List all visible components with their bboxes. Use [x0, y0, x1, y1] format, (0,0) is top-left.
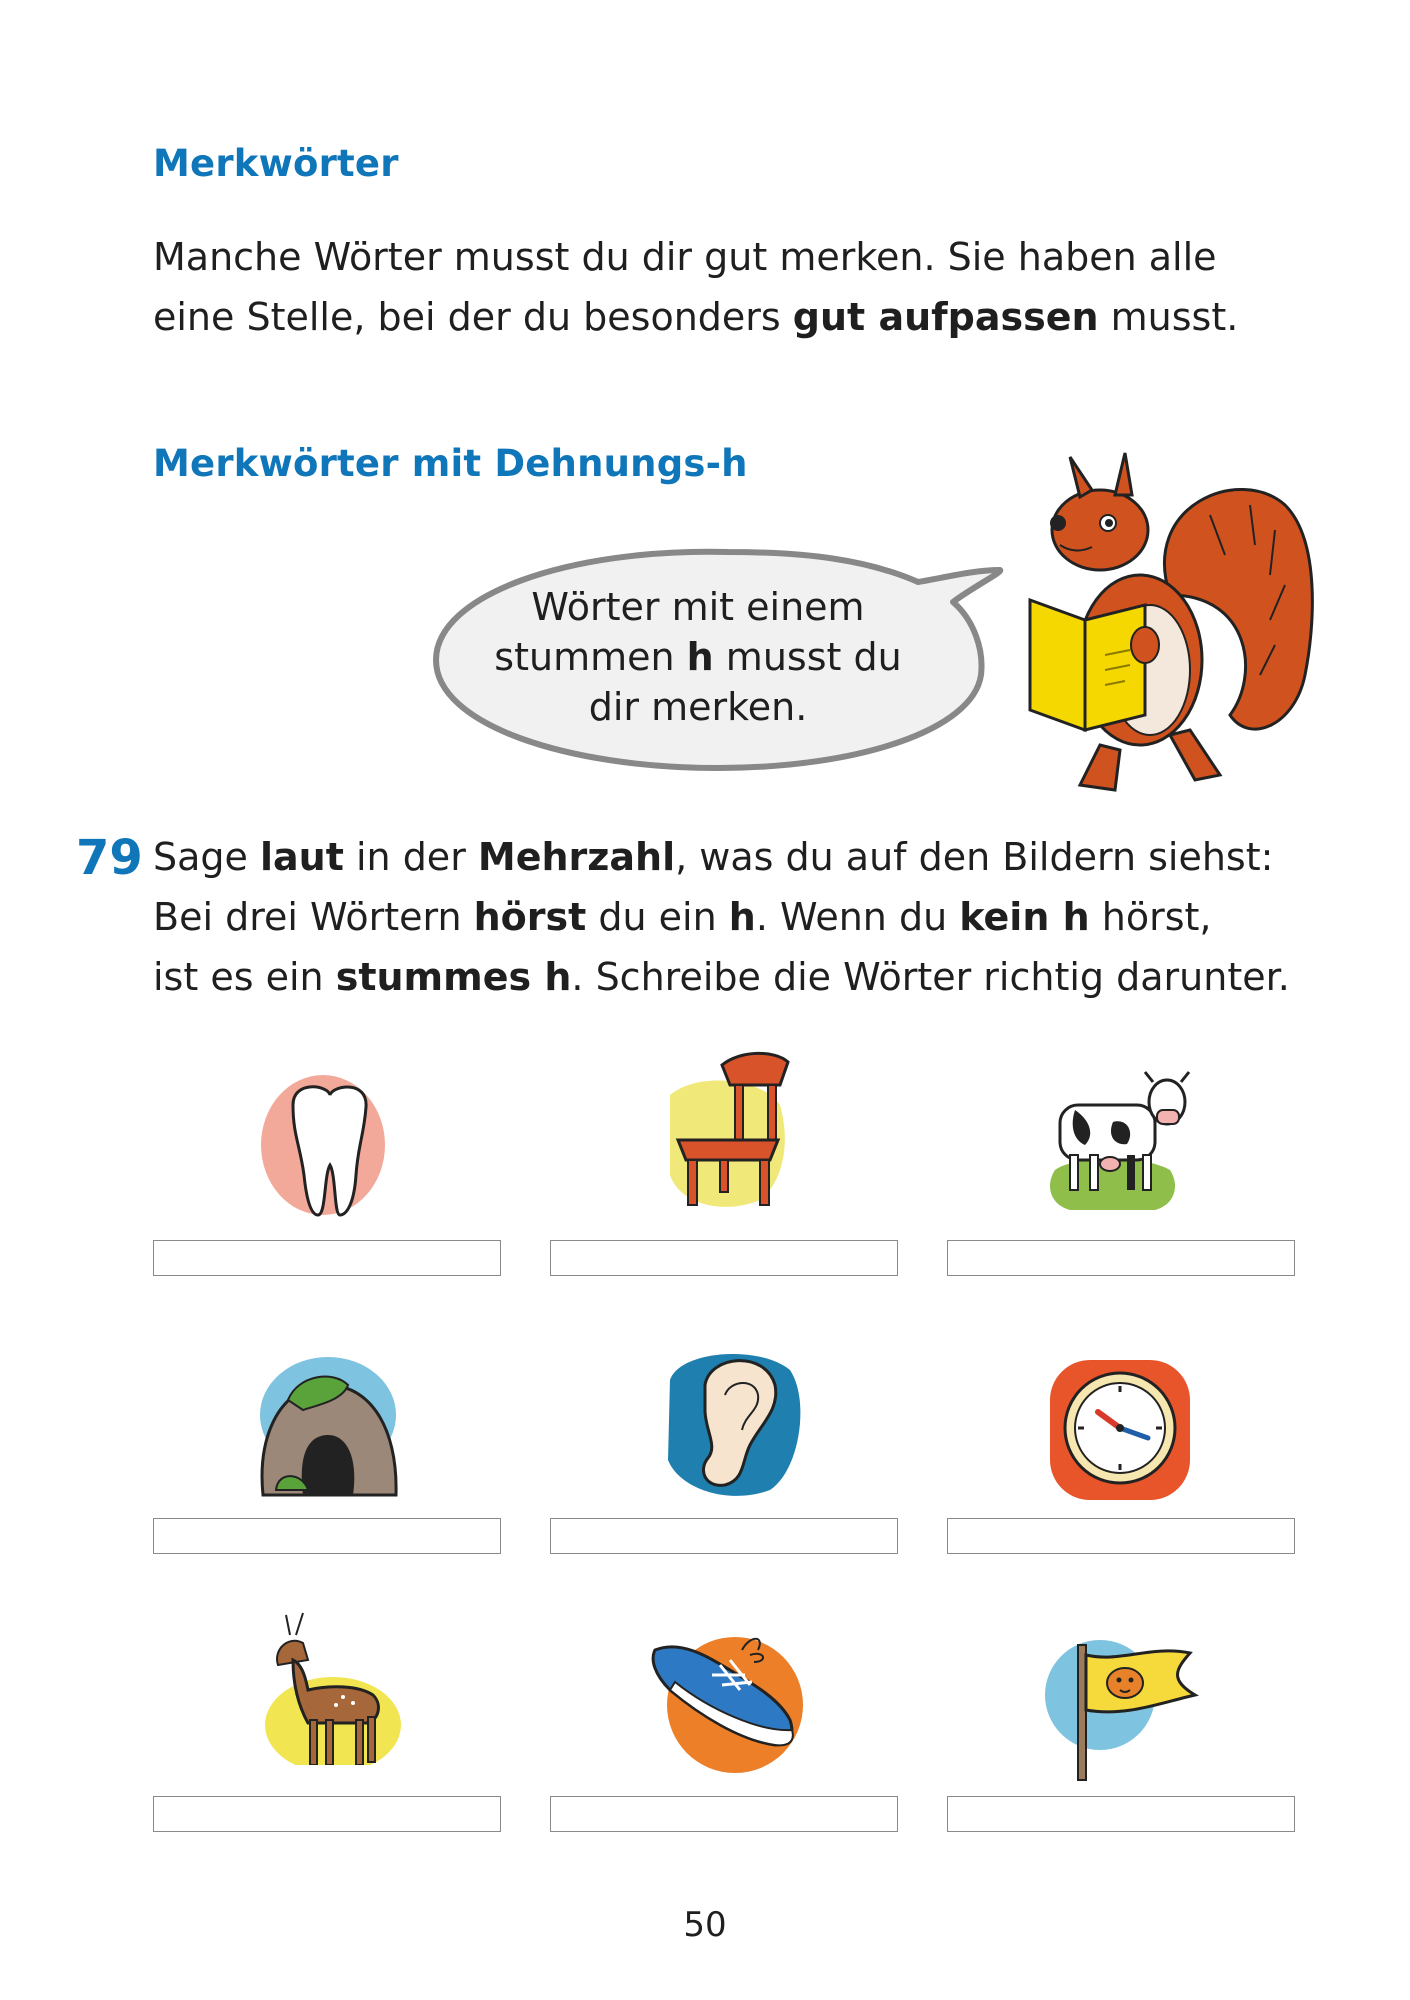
answer-box[interactable] — [153, 1518, 501, 1554]
answer-box[interactable] — [153, 1796, 501, 1832]
answer-box[interactable] — [550, 1796, 898, 1832]
flag-icon — [1040, 1625, 1200, 1785]
section-title-dehnungs-h: Merkwörter mit Dehnungs-h — [153, 442, 748, 485]
clock-icon — [1040, 1350, 1200, 1510]
shoe-icon — [650, 1620, 810, 1780]
intro-paragraph — [153, 227, 1273, 347]
section-title-merkwoerter: Merkwörter — [153, 142, 399, 185]
speech-bubble-text: Wörter mit einem stummen h musst du dir merken. — [494, 585, 902, 729]
tooth-icon — [248, 1065, 408, 1225]
answer-box[interactable] — [550, 1518, 898, 1554]
answer-box[interactable] — [550, 1240, 898, 1276]
answer-box[interactable] — [153, 1240, 501, 1276]
task-number: 79 — [76, 830, 143, 886]
answer-box[interactable] — [947, 1240, 1295, 1276]
chair-icon — [650, 1050, 810, 1210]
task-instructions: Sage laut in der Mehrzahl, was du auf den Bildern siehst: Bei drei Wörtern hörst du ein h. Wenn du kein h hörst, ist es ein stummes h. Schreibe die Wörter richtig darunter. — [153, 835, 1290, 999]
deer-icon — [248, 1605, 408, 1765]
page-number: 50 — [683, 1905, 727, 1945]
intro-line-2: eine Stelle, bei der du besonders gut aufpassen musst. — [153, 295, 1239, 339]
answer-box[interactable] — [947, 1796, 1295, 1832]
intro-line-1: Manche Wörter musst du dir gut merken. Sie haben alle — [153, 235, 1217, 279]
cow-icon — [1035, 1060, 1195, 1220]
squirrel-icon — [1020, 445, 1320, 805]
cave-icon — [248, 1345, 408, 1505]
answer-box[interactable] — [947, 1518, 1295, 1554]
ear-icon — [650, 1340, 810, 1500]
